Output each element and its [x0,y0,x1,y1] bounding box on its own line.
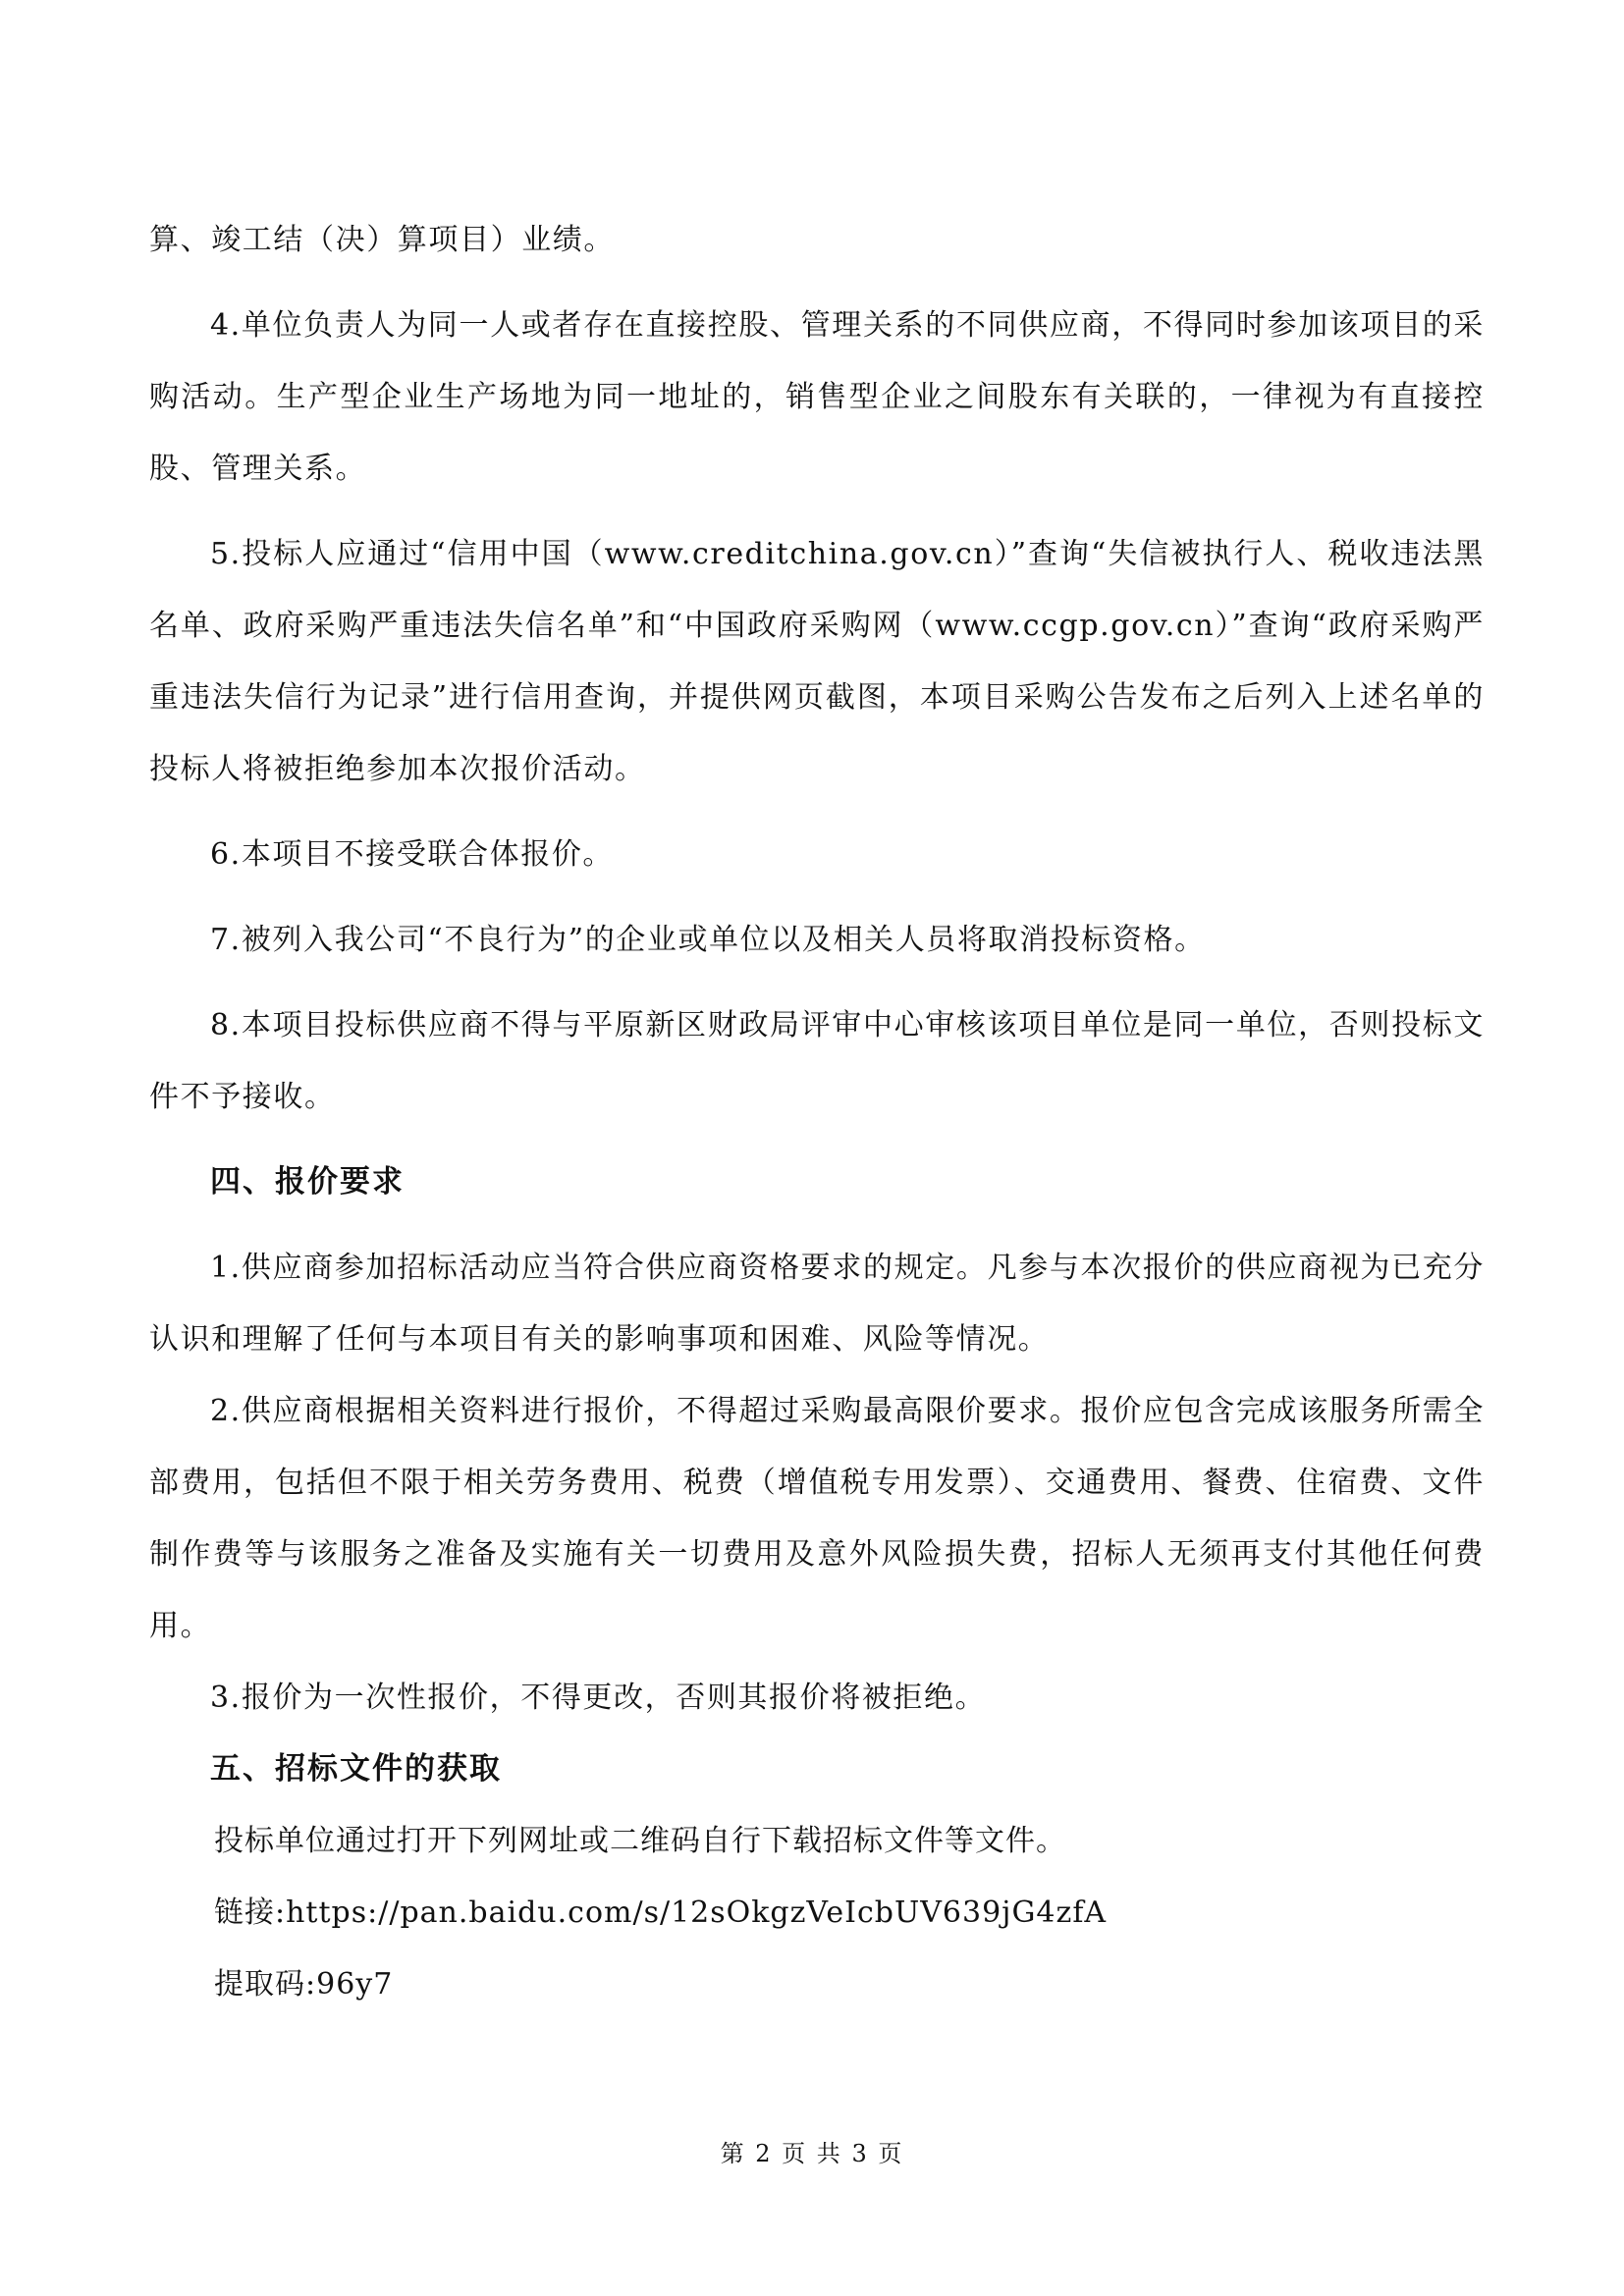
paragraph-continuation: 算、竣工结（决）算项目）业绩。 [149,223,615,257]
document-body [149,204,1485,2020]
section-heading-documents: 五、招标文件的获取 [210,1751,502,1787]
documents-intro: 投标单位通过打开下列网址或二维码自行下载招标文件等文件。 [214,1824,1066,1858]
page-number-footer: 第 2 页 共 3 页 [720,2140,904,2167]
extraction-code: 提取码:96y7 [214,1967,394,2002]
requirement-item-5: 5.投标人应通过“信用中国（www.creditchina.gov.cn）”查询“失信被执行人、税收违法黑名单、政府采购严重违法失信名单”和“中国政府采购网（www.ccgp.gov.cn）”查询“政府采购严重违法失信行为记录”进行信用查询，并提供网页截图，本项目采购公告发布之后列入上述名单的投标人将被拒绝参加本次报价活动。 [149,537,1485,786]
download-link[interactable]: 链接:https://pan.baidu.com/s/12sOkgzVeIcbUV639jG4zfA [214,1896,1108,1930]
quotation-item-3: 3.报价为一次性报价，不得更改，否则其报价将被拒绝。 [210,1681,987,1715]
section-heading-quotation: 四、报价要求 [210,1164,405,1200]
requirement-item-4: 4.单位负责人为同一人或者存在直接控股、管理关系的不同供应商，不得同时参加该项目的采购活动。生产型企业生产场地为同一地址的，销售型企业之间股东有关联的，一律视为有直接控股、管理关系。 [149,308,1485,486]
quotation-item-1: 1.供应商参加招标活动应当符合供应商资格要求的规定。凡参与本次报价的供应商视为已充分认识和理解了任何与本项目有关的影响事项和困难、风险等情况。 [149,1251,1485,1357]
requirement-item-7: 7.被列入我公司“不良行为”的企业或单位以及相关人员将取消投标资格。 [210,923,1206,957]
requirement-item-8: 8.本项目投标供应商不得与平原新区财政局评审中心审核该项目单位是同一单位，否则投标文件不予接收。 [149,1008,1485,1114]
requirement-item-6: 6.本项目不接受联合体报价。 [210,837,615,872]
quotation-item-2: 2.供应商根据相关资料进行报价，不得超过采购最高限价要求。报价应包含完成该服务所需全部费用，包括但不限于相关劳务费用、税费（增值税专用发票）、交通费用、餐费、住宿费、文件制作费等与该服务之准备及实施有关一切费用及意外风险损失费，招标人无须再支付其他任何费用。 [149,1394,1485,1643]
